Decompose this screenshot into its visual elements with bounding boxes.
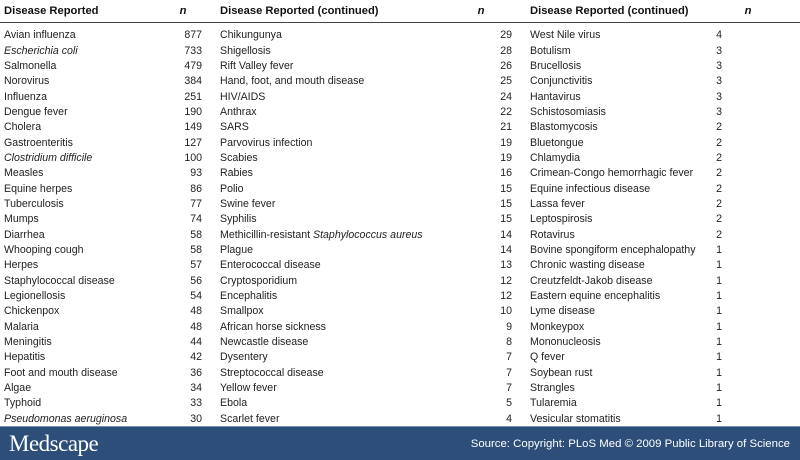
disease-name: Shigellosis	[220, 44, 271, 57]
count-cell: 30	[150, 412, 216, 428]
table-row	[0, 335, 800, 350]
disease-cell: Dengue fever	[0, 105, 150, 120]
count-cell: 7	[506, 366, 512, 379]
disease-cell	[216, 243, 436, 258]
header-n: n	[696, 0, 800, 23]
count-cell: 15	[500, 213, 512, 226]
count-cell: 2	[696, 166, 800, 181]
disease-cell: Monkeypox	[526, 320, 696, 335]
table-header-row	[0, 0, 800, 23]
disease-cell: Chlamydia	[530, 151, 581, 164]
count-cell: 12	[436, 289, 526, 304]
count-cell: 19	[436, 135, 526, 150]
disease-cell: Tuberculosis	[0, 197, 150, 212]
count-cell: 2	[696, 135, 800, 150]
count-cell: 1	[696, 320, 800, 335]
count-cell: 149	[184, 121, 202, 134]
disease-cell: Chronic wasting disease	[526, 258, 696, 273]
disease-cell	[216, 258, 436, 273]
disease-cell: Whooping cough	[4, 243, 84, 256]
disease-name: Rift Valley fever	[220, 59, 294, 72]
disease-name: Plague	[220, 243, 253, 256]
count-cell: 48	[150, 320, 216, 335]
count-cell: 1	[716, 274, 722, 287]
count-cell: 100	[184, 151, 202, 164]
table-row	[0, 227, 800, 242]
table-row	[0, 59, 800, 74]
disease-cell	[216, 274, 436, 289]
count-cell: 13	[436, 258, 526, 273]
count-cell: 86	[190, 182, 202, 195]
count-cell: 5	[506, 397, 512, 410]
header-n: n	[150, 0, 216, 23]
disease-name: African horse sickness	[220, 320, 326, 333]
disease-cell: Legionellosis	[0, 289, 150, 304]
medscape-logo: Medscape	[9, 431, 99, 456]
table-row	[0, 28, 800, 43]
disease-name: Scabies	[220, 151, 258, 164]
disease-name-italic: Staphylococcus aureus	[313, 228, 423, 241]
count-cell: 8	[506, 336, 512, 349]
disease-cell: Creutzfeldt-Jakob disease	[530, 274, 653, 287]
disease-name: Ebola	[220, 397, 248, 410]
disease-cell: Influenza	[4, 90, 47, 103]
count-cell: 77	[150, 197, 216, 212]
count-cell: 3	[696, 74, 800, 89]
table-row	[0, 43, 800, 58]
disease-cell: Leptospirosis	[530, 213, 593, 226]
disease-cell: Brucellosis	[530, 59, 582, 72]
count-cell: 877	[184, 29, 202, 42]
table-row	[0, 212, 800, 227]
count-cell: 10	[500, 305, 512, 318]
count-cell: 44	[190, 336, 202, 349]
count-cell: 74	[190, 213, 202, 226]
count-cell: 2	[696, 197, 800, 212]
disease-cell: Escherichia coli	[0, 43, 150, 58]
count-cell: 3	[696, 105, 800, 120]
disease-cell: Staphylococcal disease	[4, 274, 115, 287]
disease-cell: Schistosomiasis	[526, 105, 696, 120]
disease-cell	[216, 59, 436, 74]
count-cell: 24	[500, 90, 512, 103]
disease-cell: Typhoid	[4, 397, 42, 410]
count-cell: 7	[436, 350, 526, 365]
disease-cell: Hantavirus	[530, 90, 581, 103]
disease-cell: Salmonella	[4, 59, 57, 72]
table-row	[0, 135, 800, 150]
disease-cell	[216, 350, 436, 365]
disease-cell: Chickenpox	[4, 305, 60, 318]
count-cell: 1	[696, 381, 800, 396]
count-cell: 14	[500, 243, 512, 256]
count-cell: 16	[436, 166, 526, 181]
disease-name: Hand, foot, and mouth disease	[220, 75, 365, 88]
disease-name: Enterococcal disease	[220, 259, 321, 272]
disease-cell: Norovirus	[0, 74, 150, 89]
disease-name: Polio	[220, 182, 244, 195]
disease-cell: Botulism	[526, 43, 696, 58]
disease-cell: Equine herpes	[4, 182, 73, 195]
disease-cell	[216, 166, 436, 181]
disease-cell: Algae	[0, 381, 150, 396]
disease-cell: Strangles	[526, 381, 696, 396]
table-row	[0, 181, 800, 196]
disease-cell: Blastomycosis	[530, 121, 598, 134]
disease-cell	[216, 289, 436, 304]
disease-name: Parvovirus infection	[220, 136, 313, 149]
count-cell: 19	[500, 151, 512, 164]
disease-cell	[216, 135, 436, 150]
disease-cell: Measles	[0, 166, 150, 181]
disease-cell: Foot and mouth disease	[4, 366, 118, 379]
header-disease-reported-continued: Disease Reported (continued)	[526, 0, 696, 23]
count-cell: 2	[716, 121, 722, 134]
table-row	[0, 74, 800, 89]
disease-name: Methicillin-resistant	[220, 228, 314, 241]
disease-cell: Lyme disease	[530, 305, 595, 318]
disease-cell: Malaria	[0, 320, 150, 335]
disease-cell: Diarrhea	[0, 227, 150, 242]
table-row	[0, 166, 800, 181]
disease-name: Scarlet fever	[220, 412, 280, 425]
table-row	[0, 197, 800, 212]
count-cell: 21	[500, 121, 512, 134]
disease-cell	[216, 151, 436, 166]
count-cell: 2	[716, 213, 722, 226]
count-cell: 56	[190, 274, 202, 287]
disease-name: Dysentery	[220, 351, 268, 364]
count-cell: 48	[190, 305, 202, 318]
footer-bar	[0, 426, 800, 460]
table-row	[0, 350, 800, 365]
count-cell: 3	[716, 59, 722, 72]
table-row	[0, 396, 800, 411]
disease-name: Swine fever	[220, 197, 276, 210]
disease-cell: Avian influenza	[4, 29, 76, 42]
count-cell: 26	[500, 59, 512, 72]
table-row	[0, 366, 800, 381]
disease-cell: Gastroenteritis	[0, 135, 150, 150]
disease-cell: Eastern equine encephalitis	[526, 289, 696, 304]
table-row	[0, 151, 800, 166]
disease-cell: Rotavirus	[526, 227, 696, 242]
disease-name: Smallpox	[220, 305, 264, 318]
table-row	[0, 289, 800, 304]
disease-cell: Bluetongue	[526, 135, 696, 150]
disease-cell: Herpes	[0, 258, 150, 273]
disease-name: HIV/AIDS	[220, 90, 266, 103]
disease-cell: Q fever	[526, 350, 696, 365]
count-cell: 127	[150, 135, 216, 150]
count-cell: 28	[436, 43, 526, 58]
disease-cell: Tularemia	[530, 397, 577, 410]
count-cell: 1	[716, 243, 722, 256]
disease-cell	[216, 181, 436, 196]
disease-cell	[216, 105, 436, 120]
count-cell: 33	[190, 397, 202, 410]
count-cell: 1	[696, 412, 800, 428]
disease-cell	[216, 381, 436, 396]
count-cell: 34	[150, 381, 216, 396]
disease-cell: West Nile virus	[530, 29, 601, 42]
count-cell: 58	[150, 227, 216, 242]
count-cell: 54	[150, 289, 216, 304]
table-row	[0, 105, 800, 120]
disease-name: SARS	[220, 121, 249, 134]
count-cell: 15	[436, 197, 526, 212]
disease-cell	[216, 320, 436, 335]
disease-cell	[216, 89, 436, 104]
count-cell: 2	[716, 151, 722, 164]
count-cell: 22	[436, 105, 526, 120]
count-cell: 3	[696, 43, 800, 58]
disease-name: Cryptosporidium	[220, 274, 298, 287]
disease-cell: Bovine spongiform encephalopathy	[530, 243, 696, 256]
disease-name: Yellow fever	[220, 382, 277, 395]
table-row	[0, 89, 800, 104]
count-cell: 384	[150, 74, 216, 89]
disease-name: Encephalitis	[220, 290, 278, 303]
count-cell: 29	[500, 29, 512, 42]
disease-cell: Soybean rust	[530, 366, 593, 379]
disease-cell: Pseudomonas aeruginosa	[0, 412, 150, 428]
disease-cell: Mumps	[4, 213, 39, 226]
count-cell: 4	[436, 412, 526, 428]
count-cell: 251	[184, 90, 202, 103]
disease-name: Syphilis	[220, 213, 257, 226]
disease-name: Anthrax	[220, 105, 257, 118]
header-disease-reported: Disease Reported	[0, 0, 150, 23]
table-row	[0, 320, 800, 335]
count-cell: 1	[696, 289, 800, 304]
count-cell: 1	[716, 397, 722, 410]
disease-name: Chikungunya	[220, 29, 282, 42]
count-cell: 4	[716, 29, 722, 42]
header-n: n	[436, 0, 526, 23]
table-body	[0, 23, 800, 428]
count-cell: 42	[150, 350, 216, 365]
count-cell: 1	[716, 336, 722, 349]
count-cell: 733	[150, 43, 216, 58]
disease-cell: Meningitis	[4, 336, 52, 349]
count-cell: 190	[150, 105, 216, 120]
count-cell: 2	[696, 227, 800, 242]
source-credit: Source: Copyright: PLoS Med © 2009 Public Library of Science	[470, 438, 790, 450]
count-cell: 479	[184, 59, 202, 72]
count-cell: 1	[716, 366, 722, 379]
header-disease-reported-continued: Disease Reported (continued)	[216, 0, 436, 23]
disease-name: Newcastle disease	[220, 336, 309, 349]
table-row	[0, 120, 800, 135]
table-row	[0, 381, 800, 396]
count-cell: 7	[436, 381, 526, 396]
disease-cell	[216, 366, 436, 381]
count-cell: 12	[500, 274, 512, 287]
disease-cell: Mononucleosis	[530, 336, 601, 349]
disease-cell	[216, 335, 436, 350]
table-row	[0, 243, 800, 258]
table-row	[0, 258, 800, 273]
count-cell: 3	[716, 90, 722, 103]
count-cell: 9	[436, 320, 526, 335]
count-cell: 14	[436, 227, 526, 242]
table-row	[0, 274, 800, 289]
disease-cell: Clostridium difficile	[4, 151, 93, 164]
disease-cell: Lassa fever	[526, 197, 696, 212]
disease-cell	[216, 304, 436, 319]
count-cell: 1	[696, 258, 800, 273]
disease-cell: Crimean-Congo hemorrhagic fever	[526, 166, 696, 181]
disease-cell: Conjunctivitis	[526, 74, 696, 89]
count-cell: 58	[190, 243, 202, 256]
disease-cell: Equine infectious disease	[530, 182, 651, 195]
disease-cell	[216, 74, 436, 89]
disease-name: Rabies	[220, 167, 253, 180]
disease-cell	[216, 120, 436, 135]
count-cell: 57	[150, 258, 216, 273]
disease-cell	[216, 212, 436, 227]
count-cell: 25	[436, 74, 526, 89]
disease-name: Streptococcal disease	[220, 366, 324, 379]
count-cell: 2	[716, 182, 722, 195]
disease-cell: Hepatitis	[0, 350, 150, 365]
disease-cell: Cholera	[4, 121, 42, 134]
disease-cell	[216, 43, 436, 58]
count-cell: 1	[696, 350, 800, 365]
disease-cell: Vesicular stomatitis	[526, 412, 696, 428]
count-cell: 36	[190, 366, 202, 379]
count-cell: 1	[716, 305, 722, 318]
disease-cell	[216, 396, 436, 411]
table-row	[0, 304, 800, 319]
disease-cell	[216, 197, 436, 212]
disease-cell	[216, 28, 436, 43]
count-cell: 15	[500, 182, 512, 195]
count-cell: 93	[150, 166, 216, 181]
disease-cell	[216, 227, 436, 242]
